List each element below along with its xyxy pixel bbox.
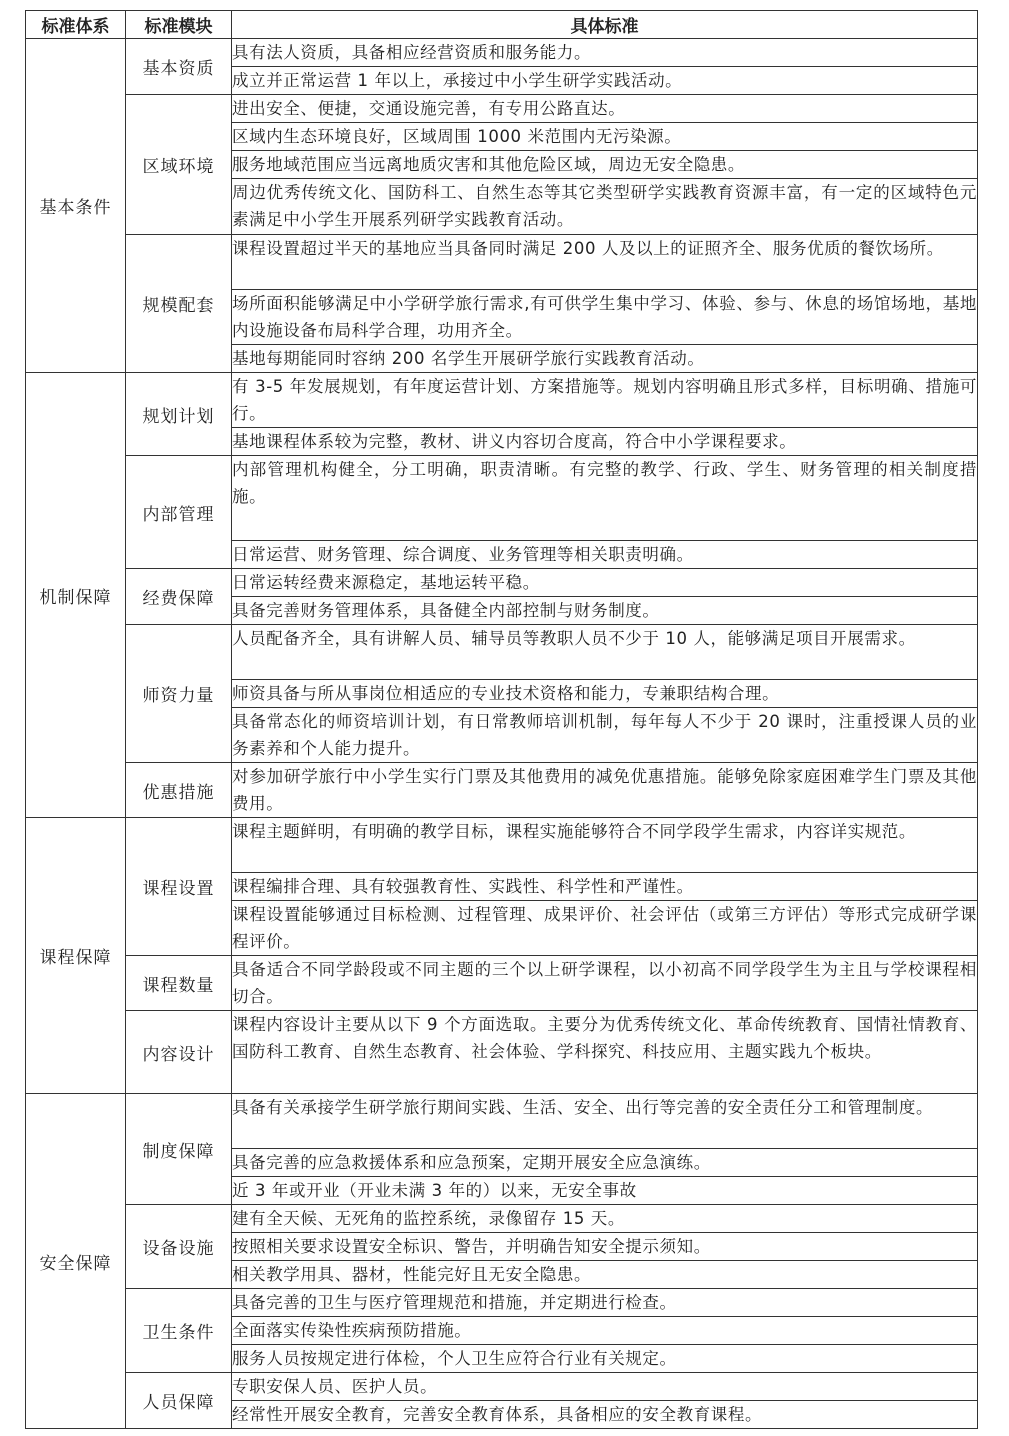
table-row — [26, 373, 978, 428]
standard-module-cell: 内容设计 — [126, 1011, 232, 1094]
specific-standard-cell: 服务人员按规定进行体检，个人卫生应符合行业有关规定。 — [232, 1345, 978, 1373]
specific-standard-cell: 课程内容设计主要从以下 9 个方面选取。主要分为优秀传统文化、革命传统教育、国情社情教育、国防科工教育、自然生态教育、社会体验、学科探究、科技应用、主题实践九个板块。 — [232, 1011, 978, 1094]
specific-standard-cell: 区域内生态环境良好，区域周围 1000 米范围内无污染源。 — [232, 123, 978, 151]
table-row — [26, 818, 978, 873]
specific-standard-cell: 人员配备齐全，具有讲解人员、辅导员等教职人员不少于 10 人，能够满足项目开展需求。 — [232, 625, 978, 680]
specific-standard-cell: 经常性开展安全教育，完善安全教育体系，具备相应的安全教育课程。 — [232, 1401, 978, 1429]
table-row — [26, 569, 978, 597]
table-row — [26, 1289, 978, 1317]
specific-standard-cell: 具备完善财务管理体系，具备健全内部控制与财务制度。 — [232, 597, 978, 625]
table-row — [26, 956, 978, 1011]
standards-table — [25, 10, 978, 1429]
specific-standard-cell: 具备适合不同学龄段或不同主题的三个以上研学课程，以小初高不同学段学生为主且与学校课程相切合。 — [232, 956, 978, 1011]
specific-standard-cell: 对参加研学旅行中小学生实行门票及其他费用的减免优惠措施。能够免除家庭困难学生门票及其他费用。 — [232, 763, 978, 818]
specific-standard-cell: 课程设置能够通过目标检测、过程管理、成果评价、社会评估（或第三方评估）等形式完成研学课程评价。 — [232, 901, 978, 956]
specific-standard-cell: 服务地域范围应当远离地质灾害和其他危险区域，周边无安全隐患。 — [232, 151, 978, 179]
specific-standard-cell: 场所面积能够满足中小学研学旅行需求,有可供学生集中学习、体验、参与、休息的场馆场地，基地内设施设备布局科学合理，功用齐全。 — [232, 290, 978, 345]
specific-standard-cell: 相关教学用具、器材，性能完好且无安全隐患。 — [232, 1261, 978, 1289]
specific-standard-cell: 建有全天候、无死角的监控系统，录像留存 15 天。 — [232, 1205, 978, 1233]
standard-module-cell: 规模配套 — [126, 235, 232, 373]
specific-standard-cell: 课程主题鲜明，有明确的教学目标，课程实施能够符合不同学段学生需求，内容详实规范。 — [232, 818, 978, 873]
standard-module-cell: 经费保障 — [126, 569, 232, 625]
standard-module-cell: 卫生条件 — [126, 1289, 232, 1373]
standard-module-cell: 制度保障 — [126, 1094, 232, 1205]
standard-module-cell: 人员保障 — [126, 1373, 232, 1429]
specific-standard-cell: 专职安保人员、医护人员。 — [232, 1373, 978, 1401]
header-specific-standard: 具体标准 — [232, 11, 978, 39]
specific-standard-cell: 具备完善的应急救援体系和应急预案，定期开展安全应急演练。 — [232, 1149, 978, 1177]
specific-standard-cell: 日常运营、财务管理、综合调度、业务管理等相关职责明确。 — [232, 541, 978, 569]
specific-standard-cell: 全面落实传染性疾病预防措施。 — [232, 1317, 978, 1345]
specific-standard-cell: 具有法人资质，具备相应经营资质和服务能力。 — [232, 39, 978, 67]
table-row — [26, 1205, 978, 1233]
table-row — [26, 39, 978, 67]
standard-module-cell: 规划计划 — [126, 373, 232, 456]
specific-standard-cell: 具备有关承接学生研学旅行期间实践、生活、安全、出行等完善的安全责任分工和管理制度。 — [232, 1094, 978, 1149]
specific-standard-cell: 近 3 年或开业（开业未满 3 年的）以来，无安全事故 — [232, 1177, 978, 1205]
specific-standard-cell: 师资具备与所从事岗位相适应的专业技术资格和能力，专兼职结构合理。 — [232, 680, 978, 708]
table-row — [26, 625, 978, 680]
specific-standard-cell: 具备完善的卫生与医疗管理规范和措施，并定期进行检查。 — [232, 1289, 978, 1317]
standard-module-cell: 基本资质 — [126, 39, 232, 95]
standard-system-cell: 基本条件 — [26, 39, 126, 373]
specific-standard-cell: 周边优秀传统文化、国防科工、自然生态等其它类型研学实践教育资源丰富，有一定的区域特色元素满足中小学生开展系列研学实践教育活动。 — [232, 179, 978, 235]
table-row — [26, 235, 978, 290]
table-row — [26, 1094, 978, 1149]
specific-standard-cell: 基地课程体系较为完整，教材、讲义内容切合度高，符合中小学课程要求。 — [232, 428, 978, 456]
specific-standard-cell: 日常运转经费来源稳定，基地运转平稳。 — [232, 569, 978, 597]
standard-module-cell: 区域环境 — [126, 95, 232, 235]
specific-standard-cell: 内部管理机构健全，分工明确，职责清晰。有完整的教学、行政、学生、财务管理的相关制度措施。 — [232, 456, 978, 541]
table-header — [26, 11, 978, 39]
standard-system-cell: 课程保障 — [26, 818, 126, 1094]
header-row — [26, 11, 978, 39]
standard-module-cell: 设备设施 — [126, 1205, 232, 1289]
table-body — [26, 39, 978, 1429]
header-standard-system: 标准体系 — [26, 11, 126, 39]
specific-standard-cell: 按照相关要求设置安全标识、警告，并明确告知安全提示须知。 — [232, 1233, 978, 1261]
specific-standard-cell: 课程编排合理、具有较强教育性、实践性、科学性和严谨性。 — [232, 873, 978, 901]
table-row — [26, 456, 978, 541]
specific-standard-cell: 基地每期能同时容纳 200 名学生开展研学旅行实践教育活动。 — [232, 345, 978, 373]
specific-standard-cell: 具备常态化的师资培训计划，有日常教师培训机制，每年每人不少于 20 课时，注重授课人员的业务素养和个人能力提升。 — [232, 708, 978, 763]
table-row — [26, 1011, 978, 1094]
standard-module-cell: 师资力量 — [126, 625, 232, 763]
standard-system-cell: 安全保障 — [26, 1094, 126, 1429]
specific-standard-cell: 有 3-5 年发展规划，有年度运营计划、方案措施等。规划内容明确且形式多样，目标明确、措施可行。 — [232, 373, 978, 428]
table-row — [26, 95, 978, 123]
standard-module-cell: 课程数量 — [126, 956, 232, 1011]
specific-standard-cell: 成立并正常运营 1 年以上，承接过中小学生研学实践活动。 — [232, 67, 978, 95]
standard-module-cell: 优惠措施 — [126, 763, 232, 818]
specific-standard-cell: 课程设置超过半天的基地应当具备同时满足 200 人及以上的证照齐全、服务优质的餐饮场所。 — [232, 235, 978, 290]
standard-module-cell: 内部管理 — [126, 456, 232, 569]
table-row — [26, 1373, 978, 1401]
standard-module-cell: 课程设置 — [126, 818, 232, 956]
header-standard-module: 标准模块 — [126, 11, 232, 39]
specific-standard-cell: 进出安全、便捷，交通设施完善，有专用公路直达。 — [232, 95, 978, 123]
standard-system-cell: 机制保障 — [26, 373, 126, 818]
table-row — [26, 763, 978, 818]
